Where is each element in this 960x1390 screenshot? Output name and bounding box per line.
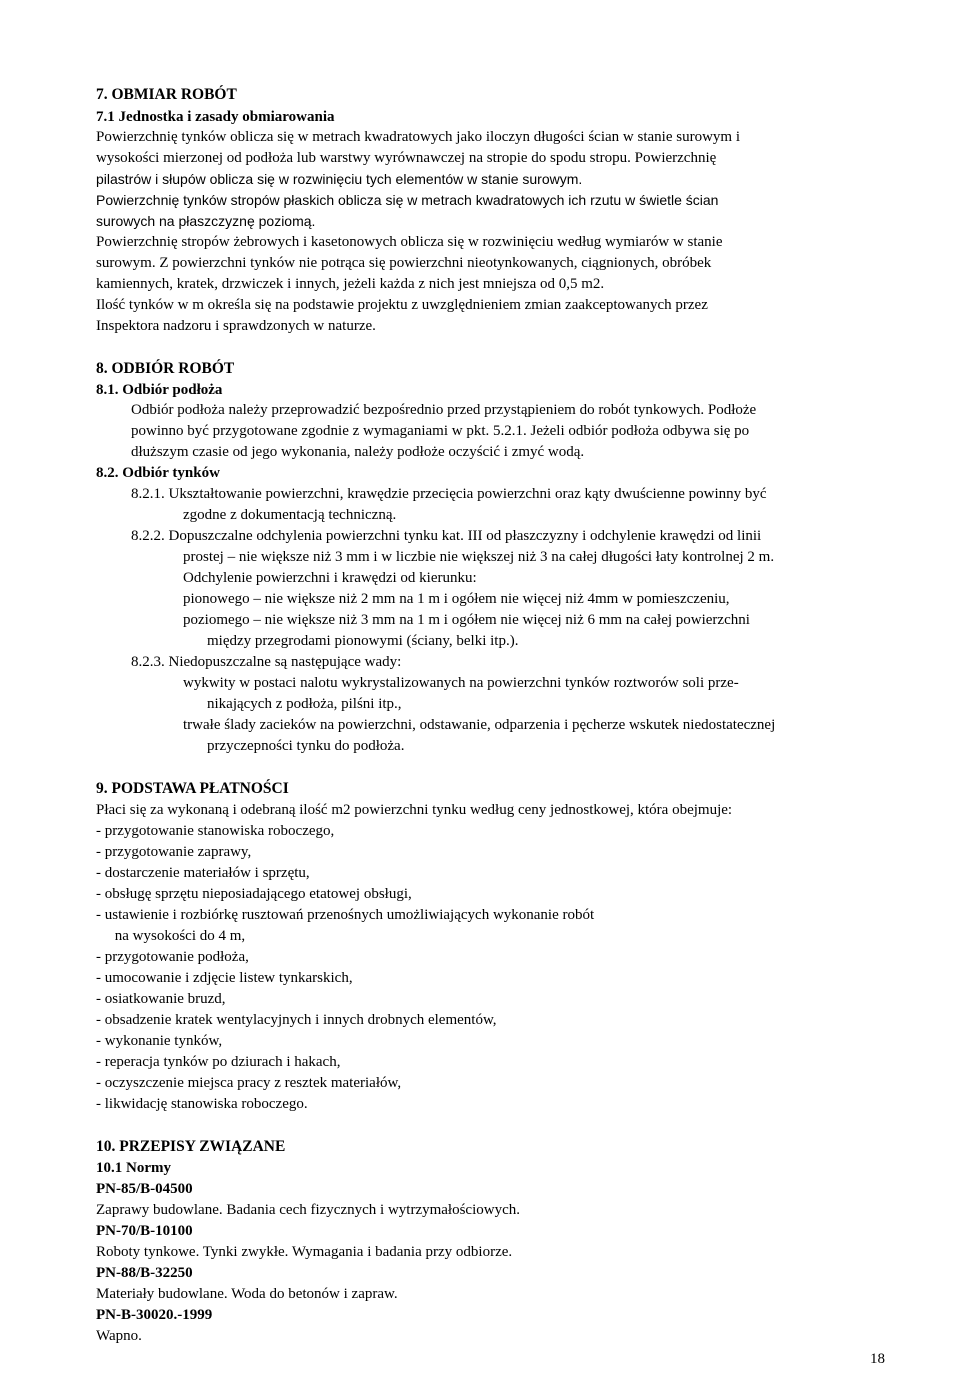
s9-item: - obsadzenie kratek wentylacyjnych i innych drobnych elementów,	[96, 1012, 497, 1028]
s9-item: - przygotowanie stanowiska roboczego,	[96, 823, 335, 839]
s7-line-10: Inspektora nadzoru i sprawdzonych w naturze.	[96, 318, 376, 334]
item-8-2-2-horizontal: poziomego – nie większe niż 3 mm na 1 m i ogółem nie więcej niż 6 mm na całej powierzchni	[183, 612, 750, 628]
item-8-2-2-horizontal-cont: między przegrodami pionowymi (ściany, belki itp.).	[207, 633, 519, 649]
s9-item: - oczyszczenie miejsca pracy z resztek materiałów,	[96, 1075, 402, 1091]
s9-item: - ustawienie i rozbiórkę rusztowań przenośnych umożliwiających wykonanie robót	[96, 907, 595, 923]
s9-item: - przygotowanie zaprawy,	[96, 844, 252, 860]
section-7-1-heading: 7.1 Jednostka i zasady obmiarowania	[96, 109, 335, 125]
s8-1-line-3: dłuższym czasie od jego wykonania, należy podłoże oczyścić i zmyć wodą.	[131, 444, 585, 460]
norm-title: Wapno.	[96, 1328, 142, 1344]
item-8-2-3-defect-1: wykwity w postaci nalotu wykrystalizowanych na powierzchni tynków roztworów soli prze-	[183, 675, 739, 691]
s7-line-9: Ilość tynków w m określa się na podstawie projektu z uwzględnieniem zmian zaakceptowanych przez	[96, 297, 708, 313]
s7-line-7: surowym. Z powierzchni tynków nie potrąca się powierzchni nieotynkowanych, ciągnionych, obróbek	[96, 255, 712, 271]
section-8-heading: 8. ODBIÓR ROBÓT	[96, 360, 235, 377]
s9-item: - likwidację stanowiska roboczego.	[96, 1096, 308, 1112]
norm-code: PN-70/B-10100	[96, 1223, 193, 1239]
section-9-heading: 9. PODSTAWA PŁATNOŚCI	[96, 780, 289, 797]
norm-title: Materiały budowlane. Woda do betonów i zapraw.	[96, 1286, 398, 1302]
s8-1-line-1: Odbiór podłoża należy przeprowadzić bezpośrednio przed przystąpieniem do robót tynkowych. Podłoże	[131, 402, 757, 418]
item-8-2-1: 8.2.1. Ukształtowanie powierzchni, krawędzie przecięcia powierzchni oraz kąty dwuścienne powinny być	[131, 486, 767, 502]
s7-line-8: kamiennych, kratek, drzwiczek i innych, jeżeli każda z nich jest mniejsza od 0,5 m2.	[96, 276, 605, 292]
norm-code: PN-B-30020.-1999	[96, 1307, 213, 1323]
s9-item: - obsługę sprzętu nieposiadającego etatowej obsługi,	[96, 886, 412, 902]
s9-item: - osiatkowanie bruzd,	[96, 991, 226, 1007]
s9-item: - przygotowanie podłoża,	[96, 949, 249, 965]
s9-item-cont: na wysokości do 4 m,	[96, 928, 246, 944]
item-8-2-3-defect-2-cont: przyczepności tynku do podłoża.	[207, 738, 405, 754]
item-8-2-3-defect-2: trwałe ślady zacieków na powierzchni, odstawanie, odparzenia i pęcherze wskutek niedostatecznej	[183, 717, 776, 733]
item-8-2-2: 8.2.2. Dopuszczalne odchylenia powierzchni tynku kat. III od płaszczyzny i odchylenie krawędzi od linii	[131, 528, 762, 544]
norm-title: Zaprawy budowlane. Badania cech fizycznych i wytrzymałościowych.	[96, 1202, 520, 1218]
s9-item: - reperacja tynków po dziurach i hakach,	[96, 1054, 341, 1070]
section-8-2-heading: 8.2. Odbiór tynków	[96, 465, 220, 481]
s9-item: - dostarczenie materiałów i sprzętu,	[96, 865, 310, 881]
s7-line-6: Powierzchnię stropów żebrowych i kasetonowych oblicza się w rozwinięciu według wymiarów w stanie	[96, 234, 723, 250]
item-8-2-3-defect-1-cont: nikających z podłoża, pilśni itp.,	[207, 696, 402, 712]
section-10-1-heading: 10.1 Normy	[96, 1160, 171, 1176]
item-8-2-2-vertical: pionowego – nie większe niż 2 mm na 1 m i ogółem nie więcej niż 4mm w pomieszczeniu,	[183, 591, 730, 607]
section-8-1-heading: 8.1. Odbiór podłoża	[96, 382, 223, 398]
norm-code: PN-88/B-32250	[96, 1265, 193, 1281]
s9-item: - wykonanie tynków,	[96, 1033, 223, 1049]
s9-item: - umocowanie i zdjęcie listew tynkarskich,	[96, 970, 353, 986]
s7-line-4: Powierzchnię tynków stropów płaskich oblicza się w metrach kwadratowych ich rzutu w świetle ścian	[96, 192, 719, 208]
norm-title: Roboty tynkowe. Tynki zwykłe. Wymagania i badania przy odbiorze.	[96, 1244, 513, 1260]
item-8-2-1-cont: zgodne z dokumentacją techniczną.	[183, 507, 397, 523]
s7-line-1: Powierzchnię tynków oblicza się w metrach kwadratowych jako iloczyn długości ścian w stanie surowym i	[96, 129, 740, 145]
item-8-2-2-cont: prostej – nie większe niż 3 mm i w liczbie nie większej niż 3 na całej długości łaty kontrolnej 2 m.	[183, 549, 775, 565]
item-8-2-2-deviation: Odchylenie powierzchni i krawędzi od kierunku:	[183, 570, 477, 586]
s7-line-3: pilastrów i słupów oblicza się w rozwinięciu tych elementów w stanie surowym.	[96, 171, 583, 187]
s7-line-5: surowych na płaszczyznę poziomą.	[96, 213, 316, 229]
page-number: 18	[870, 1351, 885, 1367]
s9-intro: Płaci się za wykonaną i odebraną ilość m2 powierzchni tynku według ceny jednostkowej, która obejmuje:	[96, 802, 733, 818]
section-10-heading: 10. PRZEPISY ZWIĄZANE	[96, 1138, 286, 1155]
section-7-heading: 7. OBMIAR ROBÓT	[96, 86, 237, 103]
item-8-2-3: 8.2.3. Niedopuszczalne są następujące wady:	[131, 654, 402, 670]
s7-line-2: wysokości mierzonej od podłoża lub warstwy wyrównawczej na stropie do spodu stropu. Powierzchnię	[96, 150, 717, 166]
norm-code: PN-85/B-04500	[96, 1181, 193, 1197]
s8-1-line-2: powinno być przygotowane zgodnie z wymaganiami w pkt. 5.2.1. Jeżeli odbiór podłoża odbywa się po	[131, 423, 750, 439]
